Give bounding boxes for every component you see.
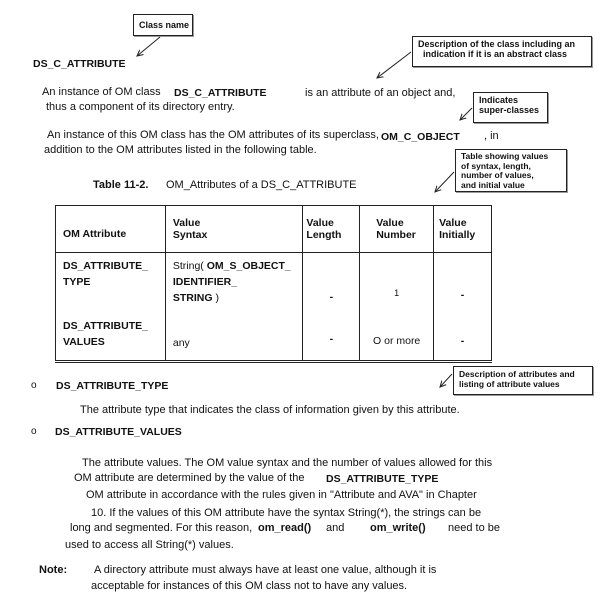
bullet-body-line: 10. If the values of this OM attribute have the syntax String(*), the strings can be xyxy=(91,507,482,519)
cell-text: TYPE xyxy=(63,276,91,288)
bullet-body: The attribute type that indicates the class of information given by this attribute. xyxy=(80,404,460,416)
bullet-body-line: OM attribute in accordance with the rules given in "Attribute and AVA" in Chapter xyxy=(86,489,477,501)
bullet-body-line: OM attribute are determined by the value of the xyxy=(74,472,305,484)
table-row xyxy=(56,318,492,362)
arrow-class-description xyxy=(377,52,411,78)
intro-line2: thus a component of its directory entry. xyxy=(46,101,235,113)
header-text: Initially xyxy=(439,229,476,241)
superclass-ref: OM_C_OBJECT xyxy=(381,131,460,143)
arrow-superclasses xyxy=(460,108,472,120)
superclass-suffix: , in xyxy=(484,130,499,142)
cell-number xyxy=(360,318,434,362)
class-heading: DS_C_ATTRIBUTE xyxy=(33,58,126,70)
header-value-syntax xyxy=(165,206,303,253)
cell-text: DS_ATTRIBUTE_ xyxy=(63,260,148,272)
annotation-line: Table showing values xyxy=(461,151,549,161)
cell-initially xyxy=(434,318,492,362)
cell-syntax-line3 xyxy=(173,290,296,306)
cell-text: - xyxy=(460,335,465,347)
cell-attribute xyxy=(56,253,166,319)
header-value-initially xyxy=(434,206,492,253)
intro-prefix: An instance of OM class xyxy=(42,86,161,98)
cell-text: 1 xyxy=(394,288,400,298)
om-attributes-table xyxy=(55,205,492,363)
header-value-number xyxy=(360,206,434,253)
header-text: OM Attribute xyxy=(63,228,127,240)
cell-text: O or more xyxy=(373,335,421,347)
bullet-icon: o xyxy=(31,380,37,391)
bullet-body-line: The attribute values. The OM value syntax and the number of values allowed for this xyxy=(82,457,493,469)
header-text: Value xyxy=(306,217,334,229)
cell-length xyxy=(303,253,360,319)
cell-text: STRING xyxy=(172,292,213,304)
cell-text: ) xyxy=(215,292,219,304)
table-row xyxy=(56,253,492,319)
header-text: Value xyxy=(376,217,404,229)
need-to-be-text: need to be xyxy=(448,522,500,534)
cell-text: - xyxy=(329,333,334,345)
table-caption-label: Table 11-2. xyxy=(93,179,149,191)
cell-text: String( xyxy=(172,260,204,272)
intro-class-ref: DS_C_ATTRIBUTE xyxy=(174,87,267,99)
cell-syntax-line1 xyxy=(173,258,296,274)
annotation-line: of syntax, length, xyxy=(461,160,531,171)
annotation-class-description xyxy=(412,36,592,67)
annotation-text: Class name xyxy=(139,20,190,30)
annotation-line: and initial value xyxy=(461,179,525,190)
annotation-line: Description of attributes and xyxy=(459,369,575,379)
cell-attribute xyxy=(56,318,166,362)
header-text: Value xyxy=(172,217,201,229)
header-text: Number xyxy=(376,229,416,241)
annotation-line: number of values, xyxy=(461,170,534,180)
type-ref: DS_ATTRIBUTE_TYPE xyxy=(326,473,439,485)
header-om-attribute xyxy=(56,206,166,253)
cell-text: IDENTIFIER_ xyxy=(172,276,238,288)
om-write-ref: om_write() xyxy=(370,522,426,534)
cell-number xyxy=(360,253,434,319)
table-header-row xyxy=(56,206,492,253)
annotation-superclasses xyxy=(473,92,548,123)
om-read-ref: om_read() xyxy=(258,522,312,534)
bullet-title: DS_ATTRIBUTE_VALUES xyxy=(55,426,182,438)
header-text: Value xyxy=(439,217,467,229)
intro-suffix: is an attribute of an object and, xyxy=(305,87,456,99)
superclass-line2: addition to the OM attributes listed in the following table. xyxy=(44,144,317,156)
cell-syntax-line2 xyxy=(173,274,296,290)
arrow-class-name xyxy=(137,37,160,56)
annotation-table-values xyxy=(455,149,567,192)
cell-text: DS_ATTRIBUTE_ xyxy=(63,320,148,332)
arrow-attribute-description xyxy=(440,374,452,387)
superclass-prefix: An instance of this OM class has the OM attributes of its superclass, xyxy=(47,129,379,141)
annotation-line: Indicates xyxy=(479,95,519,105)
and-text: and xyxy=(326,522,345,534)
header-value-length xyxy=(303,206,360,253)
cell-initially xyxy=(434,253,492,319)
cell-text: VALUES xyxy=(63,336,105,348)
bullet-body-line: used to access all String(*) values. xyxy=(65,539,234,551)
cell-syntax xyxy=(165,318,303,362)
note-label: Note: xyxy=(39,564,68,576)
note-line: acceptable for instances of this OM class not to have any values. xyxy=(91,580,408,592)
annotation-line: super-classes xyxy=(479,105,540,115)
arrow-table-values xyxy=(435,172,454,192)
bullet-body-line: long and segmented. For this reason, xyxy=(70,522,253,534)
table-caption-text: OM_Attributes of a DS_C_ATTRIBUTE xyxy=(166,179,357,191)
cell-text: - xyxy=(460,289,465,301)
cell-syntax xyxy=(165,253,303,319)
annotation-class-name xyxy=(133,14,193,36)
cell-text: any xyxy=(172,337,190,349)
header-text: Length xyxy=(306,229,342,241)
bullet-title: DS_ATTRIBUTE_TYPE xyxy=(56,380,169,392)
bullet-icon: o xyxy=(31,426,37,437)
annotation-line: Description of the class including an xyxy=(418,39,576,49)
annotation-line: listing of attribute values xyxy=(459,379,560,389)
annotation-attribute-description xyxy=(453,366,593,395)
note-line: A directory attribute must always have at least one value, although it is xyxy=(94,564,437,576)
cell-text: OM_S_OBJECT_ xyxy=(206,260,291,272)
cell-text: - xyxy=(329,291,334,303)
cell-length xyxy=(303,318,360,362)
annotation-line: indication if it is an abstract class xyxy=(423,49,568,59)
header-text: Syntax xyxy=(172,229,208,241)
